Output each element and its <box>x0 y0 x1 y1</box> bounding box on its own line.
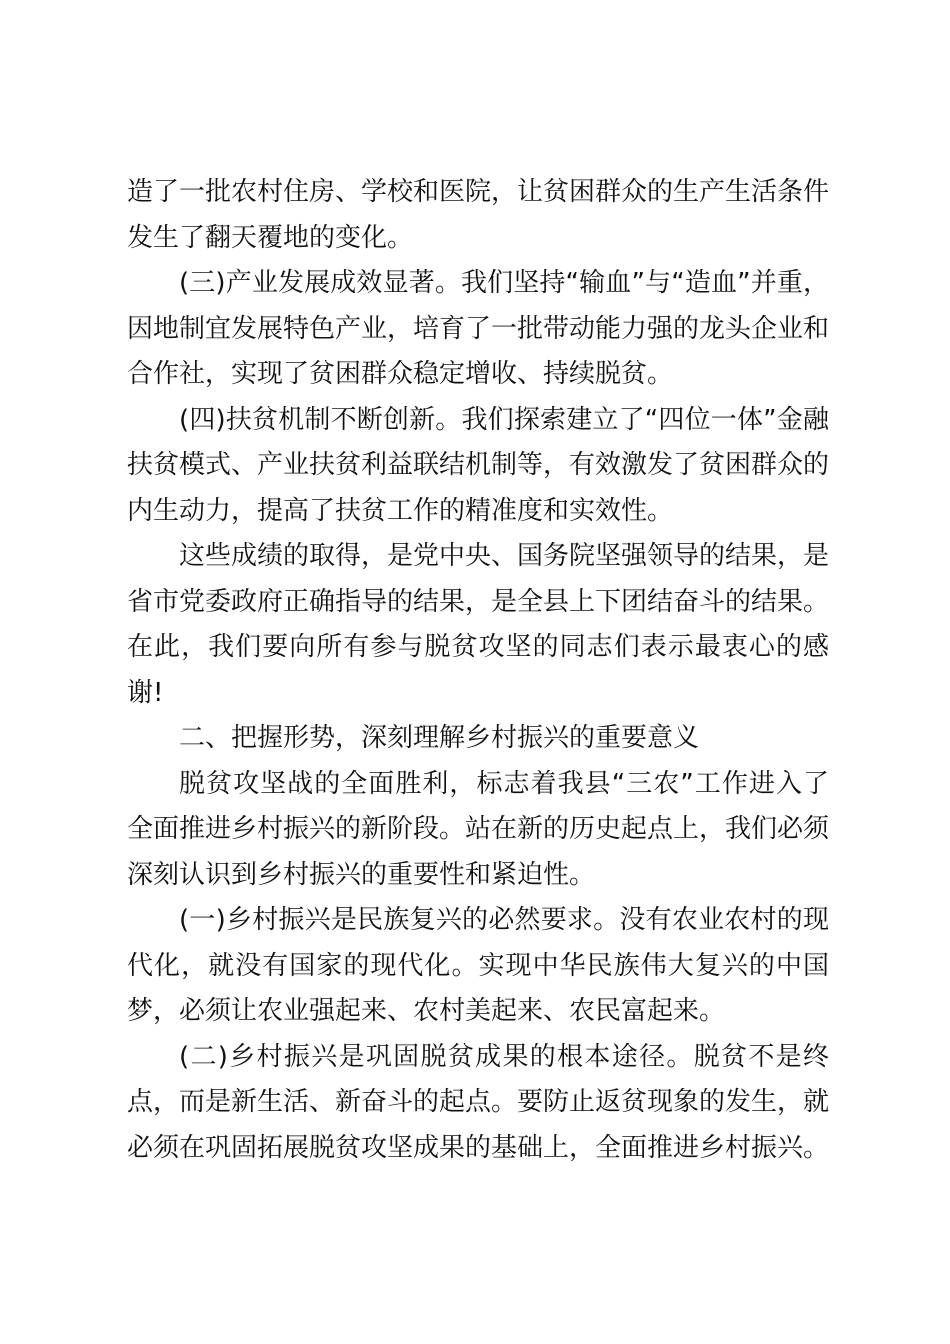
paragraph-achievements: 这些成绩的取得，是党中央、国务院坚强领导的结果，是省市党委政府正确指导的结果，是全县上下团结奋斗的结果。在此，我们要向所有参与脱贫攻坚的同志们表示最衷心的感谢! <box>127 541 830 708</box>
paragraph-point-4: (四)扶贫机制不断创新。我们探索建立了“四位一体”金融扶贫模式、产业扶贫利益联结机制等，有效激发了贫困群众的内生动力，提高了扶贫工作的精准度和实效性。 <box>127 404 830 526</box>
paragraph-point-2: (二)乡村振兴是巩固脱贫成果的根本途径。脱贫不是终点，而是新生活、新奋斗的起点。要防止返贫现象的发生，就必须在巩固拓展脱贫攻坚成果的基础上，全面推进乡村振兴。 <box>127 1041 830 1163</box>
paragraph-point-3: (三)产业发展成效显著。我们坚持“输血”与“造血”并重，因地制宜发展特色产业，培育了一批带动能力强的龙头企业和合作社，实现了贫困群众稳定增收、持续脱贫。 <box>127 268 830 389</box>
section-heading: 二、把握形势，深刻理解乡村振兴的重要意义 <box>179 723 700 753</box>
document-body <box>127 170 829 1171</box>
paragraph-point-1: (一)乡村振兴是民族复兴的必然要求。没有农业农村的现代化，就没有国家的现代化。实现中华民族伟大复兴的中国梦，必须让农业强起来、农村美起来、农民富起来。 <box>127 905 829 1026</box>
paragraph-intro: 脱贫攻坚战的全面胜利，标志着我县“三农”工作进入了全面推进乡村振兴的新阶段。站在新的历史起点上，我们必须深刻认识到乡村振兴的重要性和紧迫性。 <box>127 768 830 890</box>
paragraph-continuation: 造了一批农村住房、学校和医院，让贫困群众的生产生活条件发生了翻天覆地的变化。 <box>127 177 830 253</box>
